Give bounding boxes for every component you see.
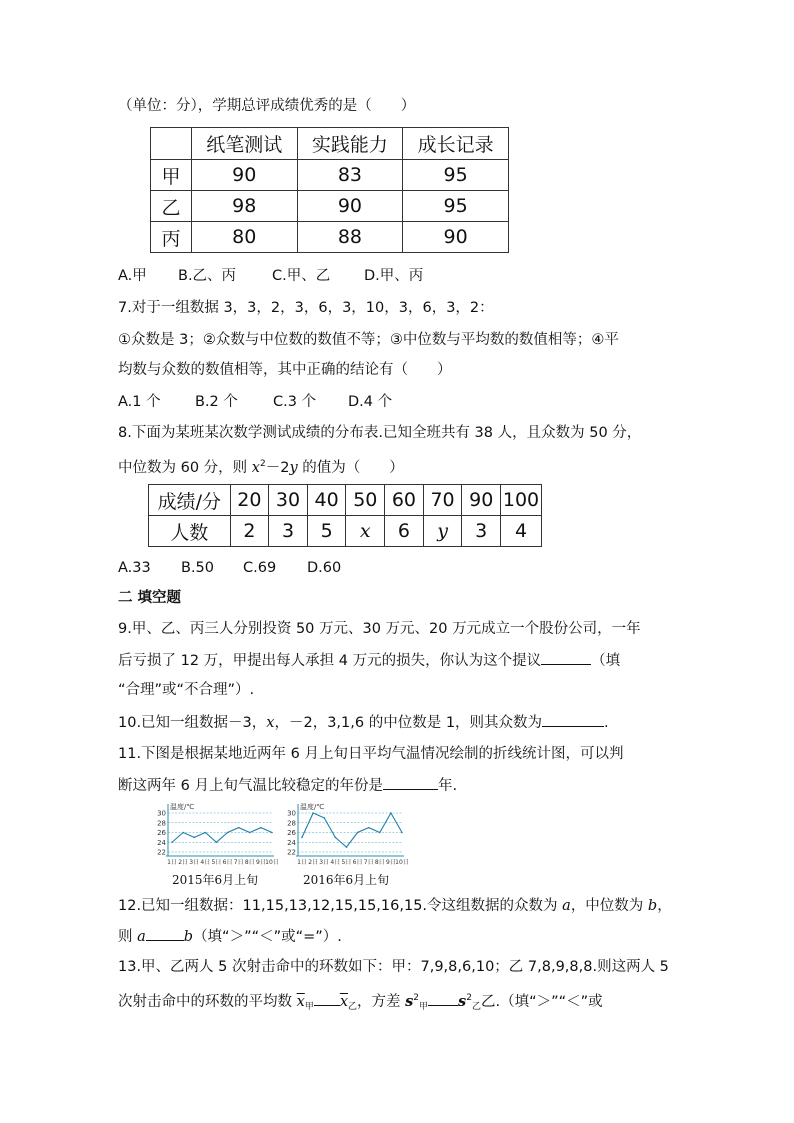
- table-cell: 90: [191, 160, 297, 191]
- data-point: [346, 846, 348, 848]
- section-heading: 二 填空题: [118, 590, 182, 606]
- x-tick-label: 10日: [395, 859, 409, 866]
- table-cell: 90: [297, 191, 403, 222]
- table-cell: 95: [403, 191, 509, 222]
- data-point: [368, 827, 370, 829]
- table-cell: y: [423, 516, 462, 547]
- table-cell: 95: [403, 160, 509, 191]
- data-point: [193, 837, 195, 839]
- data-point: [323, 817, 325, 819]
- q8-line2: 中位数为 60 分，则 $x^2-2y$ 的值为（ ）: [118, 459, 404, 476]
- data-point: [216, 841, 218, 843]
- table-cell: 98: [191, 191, 297, 222]
- x-tick-label: 10日: [265, 859, 279, 866]
- table-cell: 88: [297, 222, 403, 253]
- data-point: [401, 832, 403, 834]
- data-point: [357, 832, 359, 834]
- table-cell: 60: [385, 485, 424, 516]
- data-point: [260, 827, 262, 829]
- y-tick-label: 24: [287, 838, 296, 847]
- y-tick-label: 22: [287, 848, 296, 857]
- table-cell: 90: [403, 222, 509, 253]
- table-cell: 人数: [149, 516, 231, 547]
- q11-line1: 11.下图是根据某地近两年 6 月上旬日平均气温情况绘制的折线统计图，可以判: [118, 746, 624, 762]
- table-cell: 甲: [151, 160, 192, 191]
- table-cell: x: [346, 516, 385, 547]
- table-header-cell: 实践能力: [297, 128, 403, 160]
- table-header-cell: 成长记录: [403, 128, 509, 160]
- y-tick-label: 30: [157, 809, 166, 818]
- answer-blank[interactable]: [428, 991, 458, 1006]
- table-cell: 3: [462, 516, 501, 547]
- option-c: C.3 个: [273, 394, 317, 410]
- x-tick-label: 5日: [341, 859, 352, 866]
- table-cell: 乙: [151, 191, 192, 222]
- x-tick-label: 7日: [233, 859, 244, 866]
- q9-line2: 后亏损了 12 万，甲提出每人承担 4 万元的损失，你认为这个提议 （填: [118, 650, 620, 671]
- q9-line1: 9.甲、乙、丙三人分别投资 50 万元、30 万元、20 万元成立一个股份公司，一年: [118, 621, 641, 637]
- x-tick-label: 4日: [200, 859, 211, 866]
- table-header-cell: [151, 128, 192, 160]
- data-point: [301, 837, 303, 839]
- temperature-chart-2015: [148, 800, 279, 868]
- axis-label: 温度/℃: [170, 803, 195, 811]
- option-c: C.69: [243, 560, 277, 576]
- data-point: [171, 841, 173, 843]
- option-c: C.甲、乙: [272, 268, 331, 284]
- q7-line1: 7.对于一组数据 3，3，2，3，6，3，10，3，6，3，2：: [118, 300, 494, 316]
- x-tick-label: 6日: [352, 859, 363, 866]
- answer-blank[interactable]: [146, 926, 184, 941]
- y-tick-label: 26: [287, 829, 296, 837]
- x-tick-label: 7日: [363, 859, 374, 866]
- q7-options: [118, 392, 392, 412]
- x-tick-label: 6日: [222, 859, 233, 866]
- q6-intro: （单位：分），学期总评成绩优秀的是（ ）: [118, 98, 416, 114]
- data-point: [238, 827, 240, 829]
- x-tick-label: 3日: [189, 859, 200, 866]
- x-tick-label: 2日: [178, 859, 189, 866]
- q12-line2: 则 a b（填“＞”“＜”或“=”）.: [118, 926, 342, 947]
- answer-blank[interactable]: [541, 650, 591, 665]
- data-point: [312, 812, 314, 814]
- q11-line2: 断这两年 6 月上旬气温比较稳定的年份是 年.: [118, 775, 457, 796]
- table-cell: 2: [230, 516, 269, 547]
- table-cell: 83: [297, 160, 403, 191]
- q8-line1: 8.下面为某班某次数学测试成绩的分布表.已知全班共有 38 人，且众数为 50 分，: [118, 425, 642, 441]
- chart-caption-2016: 2016年6月上旬: [303, 873, 390, 887]
- option-d: D.甲、丙: [364, 268, 424, 284]
- q10-line: 10.已知一组数据－3，x，－2，3,1,6 的中位数是 1，则其众数为 .: [118, 712, 609, 733]
- chart-caption-2015: 2015年6月上旬: [172, 873, 259, 887]
- y-tick-label: 24: [157, 838, 166, 847]
- option-a: A.甲: [118, 268, 147, 284]
- table-cell: 100: [501, 485, 542, 516]
- table-cell: 丙: [151, 222, 192, 253]
- table-cell: 50: [346, 485, 385, 516]
- x-tick-label: 5日: [211, 859, 222, 866]
- option-d: D.60: [307, 560, 342, 576]
- table-cell: 70: [423, 485, 462, 516]
- q7-line2: ①众数是 3；②众数与中位数的数值不等；③中位数与平均数的数值相等；④平: [118, 332, 619, 348]
- x-tick-label: 1日: [297, 859, 307, 866]
- table-cell: 6: [385, 516, 424, 547]
- q8-distribution-table: [148, 484, 542, 547]
- option-b: B.50: [181, 560, 215, 576]
- y-tick-label: 30: [287, 809, 296, 818]
- data-point: [227, 832, 229, 834]
- data-point: [182, 832, 184, 834]
- option-d: D.4 个: [348, 394, 393, 410]
- x-tick-label: 9日: [255, 859, 266, 866]
- axis-label: 温度/℃: [300, 803, 325, 811]
- y-tick-label: 28: [157, 819, 166, 828]
- q7-line3: 均数与众数的数值相等，其中正确的结论有（ ）: [118, 362, 452, 378]
- table-cell: 成绩/分: [149, 485, 231, 516]
- y-tick-label: 26: [157, 829, 166, 837]
- x-tick-label: 4日: [330, 859, 341, 866]
- table-cell: 80: [191, 222, 297, 253]
- table-cell: 20: [230, 485, 269, 516]
- x-tick-label: 2日: [308, 859, 319, 866]
- option-b: B.2 个: [195, 394, 238, 410]
- data-point: [271, 832, 273, 834]
- answer-blank[interactable]: [314, 991, 340, 1006]
- table-cell: 30: [269, 485, 308, 516]
- series-line: [172, 828, 272, 843]
- x-tick-label: 9日: [385, 859, 396, 866]
- option-a: A.1 个: [118, 394, 161, 410]
- table-header-cell: 纸笔测试: [191, 128, 297, 160]
- x-tick-label: 8日: [374, 859, 385, 866]
- x-tick-label: 3日: [319, 859, 330, 866]
- q6-score-table: [150, 127, 509, 253]
- data-point: [390, 812, 392, 814]
- q13-line2: 次射击命中的环数的平均数 $\overline{x}_甲$ $\overline{x}_乙$，方差 $s^2_甲$ $s^2_乙$乙.（填“＞”“＜”或: [118, 993, 603, 1012]
- data-point: [379, 832, 381, 834]
- q8-options: [118, 558, 341, 578]
- temperature-chart-2016: [278, 800, 409, 868]
- table-cell: 5: [307, 516, 346, 547]
- q13-line1: 13.甲、乙两人 5 次射击命中的环数如下：甲：7,9,8,6,10；乙 7,8,9,8,8.则这两人 5: [118, 959, 669, 975]
- option-b: B.乙、丙: [178, 268, 237, 284]
- q9-line3: “合理”或“不合理”）.: [118, 682, 255, 698]
- q12-line1: 12.已知一组数据：11,15,13,12,15,15,16,15.令这组数据的众数为 a，中位数为 b，: [118, 898, 672, 914]
- y-tick-label: 28: [287, 819, 296, 828]
- data-point: [249, 832, 251, 834]
- answer-blank[interactable]: [383, 775, 438, 790]
- table-cell: 4: [501, 516, 542, 547]
- x-tick-label: 1日: [167, 859, 177, 866]
- y-tick-label: 22: [157, 848, 166, 857]
- data-point: [205, 832, 207, 834]
- data-point: [335, 837, 337, 839]
- table-cell: 40: [307, 485, 346, 516]
- answer-blank[interactable]: [542, 712, 604, 727]
- option-a: A.33: [118, 560, 151, 576]
- x-tick-label: 8日: [244, 859, 255, 866]
- table-cell: 3: [269, 516, 308, 547]
- q6-options: [118, 266, 423, 286]
- table-cell: 90: [462, 485, 501, 516]
